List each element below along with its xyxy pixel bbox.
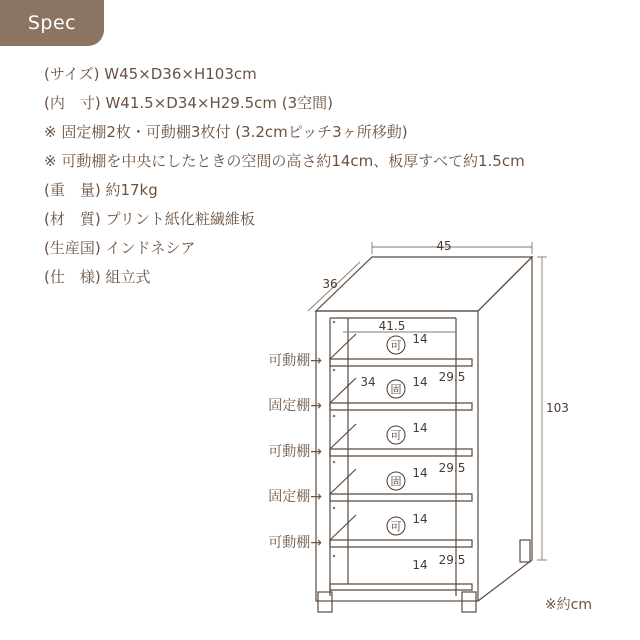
fixed-mark-1 — [387, 380, 405, 398]
gap-label-5: 14 — [412, 512, 428, 526]
top-panel — [316, 257, 532, 311]
spec-size: (サイズ) W45×D36×H103cm — [44, 65, 257, 83]
side-panel — [478, 257, 532, 601]
height-label: 103 — [546, 401, 569, 415]
gap-label-3: 14 — [412, 421, 428, 435]
svg-text:可: 可 — [390, 520, 402, 533]
spec-assembly: (仕 様) 組立式 — [44, 268, 151, 286]
gap-label-6: 14 — [412, 558, 428, 572]
svg-text:固: 固 — [390, 475, 402, 488]
gap-label-2: 14 — [412, 375, 428, 389]
spec-shelves-note: ※ 固定棚2枚・可動棚3枚付 (3.2cmピッチ3ヶ所移動) — [44, 123, 408, 141]
spec-title: Spec — [27, 12, 77, 34]
shelf-label-fixed-2: 固定棚→ — [268, 489, 322, 505]
inner-depth-label: 34 — [360, 375, 376, 389]
fixed-mark-2 — [387, 472, 405, 490]
spec-inner-size: (内 寸) W41.5×D34×H29.5cm (3空間) — [44, 94, 334, 112]
leg-front-right — [462, 592, 476, 612]
svg-text:可: 可 — [390, 339, 402, 352]
depth-label: 36 — [322, 277, 338, 291]
gap-label-4: 14 — [412, 466, 428, 480]
movable-mark-1 — [387, 336, 405, 354]
movable-mark-3 — [387, 517, 405, 535]
spec-material: (材 質) プリント紙化粧繊維板 — [44, 210, 255, 228]
bottom-board — [330, 584, 472, 590]
space-label-1: 29.5 — [438, 370, 466, 384]
shelf-label-fixed-1: 固定棚→ — [268, 398, 322, 414]
leg-back-right — [520, 540, 530, 562]
shelf-label-movable-1: 可動棚→ — [268, 353, 322, 369]
gap-label-1: 14 — [412, 332, 428, 346]
svg-text:可: 可 — [390, 429, 402, 442]
spec-weight: (重 量) 約17kg — [44, 181, 158, 199]
shelf-label-movable-3: 可動棚→ — [268, 535, 322, 551]
shelf-label-movable-2: 可動棚→ — [268, 444, 322, 460]
svg-text:固: 固 — [390, 383, 402, 396]
inner-width-label: 41.5 — [378, 319, 406, 333]
width-label: 45 — [436, 239, 452, 253]
space-label-3: 29.5 — [438, 553, 466, 567]
spec-origin: (生産国) インドネシア — [44, 239, 196, 257]
movable-mark-2 — [387, 426, 405, 444]
space-label-2: 29.5 — [438, 461, 466, 475]
spec-space-note: ※ 可動棚を中央にしたときの空間の高さ約14cm、板厚すべて約1.5cm — [44, 152, 525, 170]
unit-note: ※約cm — [544, 597, 592, 613]
